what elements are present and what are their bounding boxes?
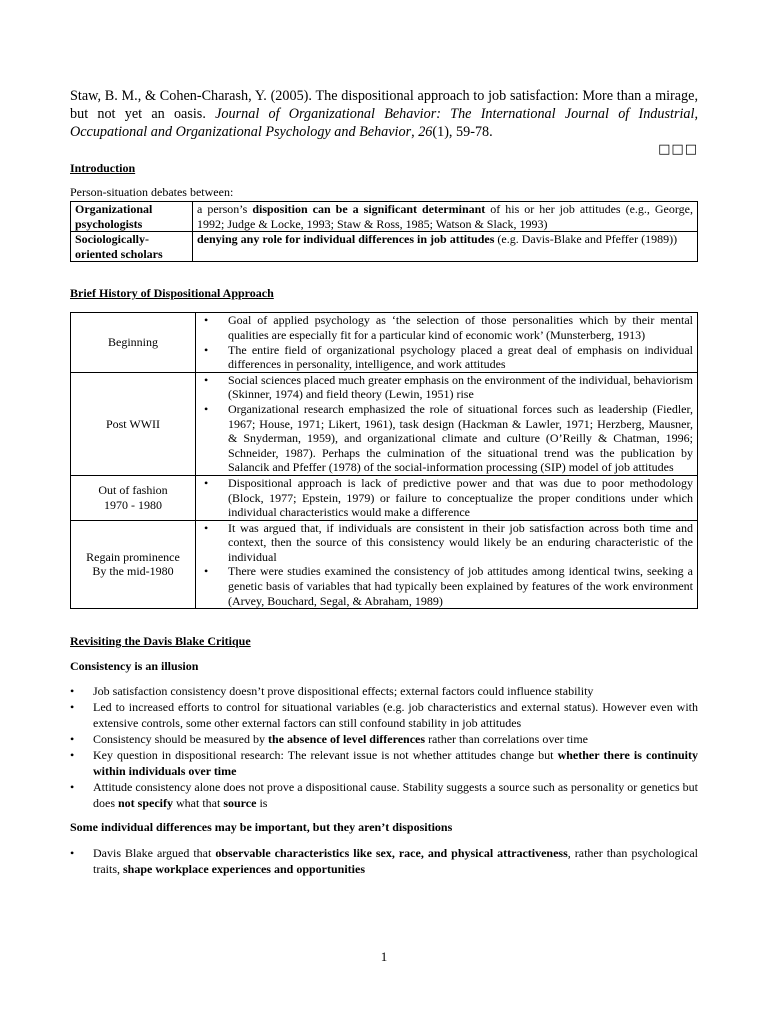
bullet-list: [200, 373, 693, 475]
points-cell: [196, 372, 698, 475]
points-cell: [196, 520, 698, 609]
citation-issue-pages: (1), 59-78.: [432, 124, 493, 140]
bold-run: whether there is continuity within individuals over time: [93, 748, 699, 779]
list-item: • Job satisfaction consistency doesn’t prove dispositional effects; external factors could influence stability: [70, 683, 698, 699]
list-item: • Social sciences placed much greater emphasis on the environment of the individual, behaviorism (Skinner, 1974) and field theory (Lewin, 1951) rise: [200, 373, 693, 402]
list-item: • There were studies examined the consistency of job attitudes among identical twins, seeking a genetic basis of variables that had typically been explained by features of the work environment (Arvey, Bouchard, Segal, & Abraham, 1989): [200, 564, 693, 608]
text-run: of his or her job attitudes (e.g., George, 1992; Judge & Locke, 1993; Staw & Ross, 1985; Watson & Slack, 1993): [197, 202, 693, 231]
period-cell: [71, 372, 196, 475]
citation-authors: Staw, B. M., & Cohen-Charash, Y. (2005). The dispositional approach to job satisfaction: More than a mirage, but not yet an oasis.: [70, 88, 698, 122]
period-label: Post WWII: [105, 416, 161, 431]
text-run: Key question in dispositional research: The relevant issue is not whether attitudes change but: [93, 748, 558, 763]
citation-journal: Journal of Organizational Behavior: The International Journal of Industrial, Occupational and Organizational Psychology and Behavior: [70, 106, 698, 140]
list-item: [70, 845, 698, 877]
list-item: [70, 747, 698, 779]
citation-volume: 26: [418, 124, 433, 140]
points-cell: [196, 313, 698, 372]
list-item: [70, 731, 698, 747]
period-years: By the mid-1980: [92, 564, 174, 579]
text-run: a person’s: [197, 202, 253, 216]
list-item: • Organizational research emphasized the role of situational forces such as leadership (Fiedler, 1967; House, 1971; Likert, 1961), task design (Hackman & Lawler, 1971; Herzberg, Mausner, & Snyderman, 1959), and organizational climate and culture (O’Reilly & Chatman, 1996; Schneider, 1987). Perhaps the culmination of the situational trend was the publication by Salancik and Pfeffer (1978) of the social-information processing (SIP) model of job attitudes: [200, 402, 693, 475]
intro-lead: Person-situation debates between:: [70, 185, 234, 199]
bold-run: not specify: [118, 796, 173, 811]
bold-run: shape workplace experiences and opportunities: [123, 862, 366, 877]
text-run: , rather than psychological traits,: [93, 846, 698, 877]
history-heading: Brief History of Dispositional Approach: [70, 286, 274, 301]
bullet-list: [200, 521, 693, 609]
list-item: • Goal of applied psychology as ‘the selection of those personalities which by their mental qualities are especially fit for a particular kind of economic work’ (Munsterberg, 1913): [200, 313, 693, 342]
table-row: [71, 475, 698, 520]
subheading-consistency: Consistency is an illusion: [70, 659, 199, 674]
period-cell: [71, 475, 196, 520]
bold-run: source: [223, 796, 257, 811]
period-cell: [71, 520, 196, 609]
table-row: [71, 232, 698, 262]
bold-run: the absence of level differences: [267, 732, 426, 747]
bold-run: disposition can be a significant determinant: [252, 202, 486, 216]
list-item: • Led to increased efforts to control for situational variables (e.g. job characteristics and external status). However even with extensive controls, some other external factors can still confound stability in job attitudes: [70, 699, 698, 731]
critique-list-2: [70, 845, 698, 877]
debate-description: [193, 202, 698, 232]
bullet-list: [200, 476, 693, 520]
debate-label: Organizational psychologists: [71, 202, 193, 232]
text-run: (e.g. Davis-Blake and Pfeffer (1989)): [494, 232, 678, 247]
text-run: Consistency should be measured by: [93, 732, 268, 747]
period-label: Out of fashion: [98, 483, 168, 498]
bold-run: denying any role for individual differences in job attitudes: [197, 232, 495, 247]
list-item: • It was argued that, if individuals are consistent in their job satisfaction across both time and context, then the source of this consistency would likely be an enduring characteristic of the individual: [200, 521, 693, 565]
list-item: • Dispositional approach is lack of predictive power and that was due to poor methodology (Block, 1977; Epstein, 1979) or failure to conceptualize the proper conditions under which individual characteristics would make a difference: [200, 476, 693, 520]
debate-table: [70, 201, 698, 262]
debate-description: [193, 232, 698, 262]
period-label: Regain prominence: [86, 549, 180, 564]
placeholder-boxes: □□□: [658, 142, 698, 157]
text-run: what that: [173, 796, 224, 811]
period-label: Beginning: [108, 335, 158, 350]
points-cell: [196, 475, 698, 520]
text-run: is: [256, 796, 268, 811]
page-number: 1: [380, 949, 388, 964]
history-table: [70, 312, 698, 609]
table-row: [71, 520, 698, 609]
text-run: Davis Blake argued that: [93, 846, 216, 861]
table-row: [71, 372, 698, 475]
list-item: • The entire field of organizational psychology placed a great deal of emphasis on individual differences in personality, intelligence, and work attitudes: [200, 343, 693, 372]
debate-label: Sociologically-oriented scholars: [71, 232, 193, 262]
introduction-heading: Introduction: [70, 161, 136, 175]
table-row: [71, 313, 698, 372]
list-item: [70, 779, 698, 811]
bullet-list: [200, 313, 693, 371]
period-cell: [71, 313, 196, 372]
text-run: Attitude consistency alone does not prove a dispositional cause. Stability suggests a source such as personality or genetics but does: [93, 780, 698, 811]
table-row: [71, 202, 698, 232]
critique-heading: Revisiting the Davis Blake Critique: [70, 634, 251, 649]
period-years: 1970 - 1980: [104, 497, 162, 512]
text-run: rather than correlations over time: [425, 732, 588, 747]
citation-separator: ,: [411, 124, 419, 140]
document-page: [70, 87, 698, 877]
bold-run: observable characteristics like sex, race, and physical attractiveness: [215, 846, 568, 861]
critique-list: [70, 683, 698, 811]
citation: [70, 87, 698, 141]
subheading-individual-differences: Some individual differences may be important, but they aren’t dispositions: [70, 820, 453, 835]
